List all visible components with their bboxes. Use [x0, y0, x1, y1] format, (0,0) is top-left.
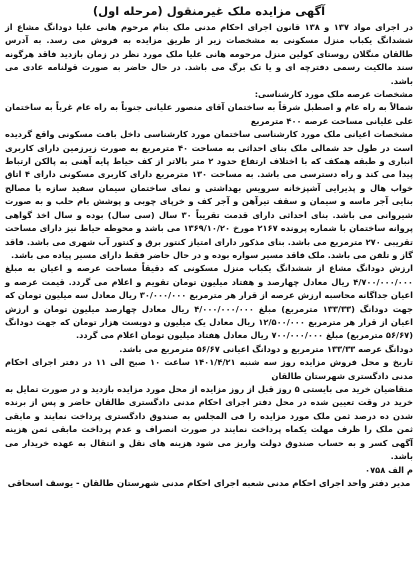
notice-reference: م الف ۰۷۵۸: [365, 465, 413, 476]
property-boundaries: شمالاً به راه عام و اصطبل شرقاً به ساختمان آقای منصور علیانی جنوباً به راه عام غرباً به ساختمان علی علیانی مساحت عرصه ۴۰۰ مترمربع: [5, 102, 413, 126]
auction-conditions: متقاضیان خرید می بایستی ۵ روز قبل از روز مزایده از محل مورد مزایده بازدید و در صورت تمایل به خرید در وقت تعیین شده در محل دفتر اجرای احکام مدنی دادگستری طالقان حاضر و پس از برنده شدن ده درصد ثمن ملک مورد مزایده را فی المجلس به صندوق دادگستری پرداخت نمایند و مابقی ثمن ملک را ظرف مهلت یکماه پرداخت نمایند در صورت انصراف و عدم پرداخت مابقی ثمن هزینه آگهی کسر و به حساب صندوق دولت واریز می شود هزینه های نقل و انتقال به عهده خریدار می باشد.: [5, 383, 413, 461]
expert-heading: مشخصات عرصه ملک مورد کارشناسی:: [254, 89, 413, 100]
notice-signature: مدیر دفتر واحد اجرای احکام مدنی شعبه اجرای احکام مدنی شهرستان طالقان - یوسف اسحاقی: [7, 478, 411, 489]
property-valuation: ارزش دودانگ مشاع از ششدانگ یکباب منزل مسکونی که دقیقاً مساحت عرصه و اعیان به مبلغ ۴/۷۰۰/۰۰۰/۰۰۰ ریال معادل چهارصد و هفتاد میلیون تومان تقویم و اعلام می گردد. قیمت عرصه و اعیان جداگانه محاسبه ارزش عرصه از قرار هر مترمربع ۳۰/۰۰۰/۰۰۰ ریال معادل سه میلیون تومان که جهت دودانگ (۱۳۳/۳۳ مترمربع) مبلغ ۴/۰۰۰/۰۰۰/۰۰۰ ریال معادل چهارصد میلیون تومان و ارزش اعیان از قرار هر مترمربع ۱۲/۵۰۰/۰۰۰ ریال معادل یک میلیون و دویست هزار تومان که جهت دودانگ (۵۶/۶۷ مترمربع) مبلغ ۷۰۰/۰۰۰/۰۰۰ ریال معادل هفتاد میلیون تومان اعلام می گردد.: [5, 263, 414, 341]
notice-intro: در اجرای مواد ۱۳۷ و ۱۳۸ قانون اجرای احکام مدنی ملک بنام مرحوم هانی علیا دودانگ مشاع از ششدانگ یکباب منزل مسکونی به مشخصات زیر از طریق مزایده به فروش می رسد. به آدرس طالقان منگلان روستای کولین منزل مرحومه هانی علیا ملک مورد نظر در زمان بازدید فاقد هرگونه سند مالکیت رسمی دفترچه ای و یا تک برگ می باشد. در حال حاضر به صورت قولنامه عادی می باشد.: [5, 22, 413, 86]
notice-title: آگهی مزایده ملک غیرمنقول (مرحله اول): [92, 4, 326, 18]
area-summary: دودانگ عرصه ۱۳۳/۳۳ مترمربع و دودانگ اعیانی ۵۶/۶۷ مترمربع می باشد.: [119, 343, 413, 354]
auction-time-place: تاریخ و محل فروش مزایده روز سه شنبه ۱۴۰۱/۴/۲۱ ساعت ۱۰ صبح الی ۱۱ در دفتر اجرای احکام مدنی دادگستری شهرستان طالقان: [5, 357, 413, 381]
building-specifications: مشخصات اعیانی ملک مورد کارشناسی ساختمان مورد کارشناسی داخل بافت مسکونی واقع گردیده است در طول حد شمالی ملک بنای احداثی به مساحت ۴۰ مترمربع به صورت زیرزمین دارای کاربری انباری و طبقه همکف که با اختلاف ارتفاع حدود ۲ متر بالاتر از کف حیاط پایه آهنی به پالکن ارتباط پیدا می کند و راه دسترسی می باشد. به مساحت ۱۳۰ مترمربع دارای کاربری مسکونی دارای ۴ اتاق خواب هال و پذیرایی آشپزخانه سرویس بهداشتی و نمای ساختمان سیمان سفید سازه با مصالح بنایی آجر ماسه و سیمان و سقف تیرآهن و آجر کف و خرپای چوبی و پوشش بام حلب و به صورت شیروانی می باشد. بنای احداثی دارای قدمت تقریباً ۳۰ سال (سی سال) بوده و سال اخذ گواهی پروانه ساختمان با شماره پرونده ۲۱۶۷ مورخ ۱۳۶۹/۱۰/۲۰ می باشد و محوطه حیاط نیز دارای مساحت تقریبی ۲۷۰ مترمربع می باشد. بنای مذکور دارای امتیاز کنتور برق و کنتور آب شهری می باشد. فاقد گاز و تلفن می باشد. ملک فاقد مسیر سواره بوده و در حال حاضر فقط دارای مسیر پیاده می باشد.: [5, 129, 414, 260]
